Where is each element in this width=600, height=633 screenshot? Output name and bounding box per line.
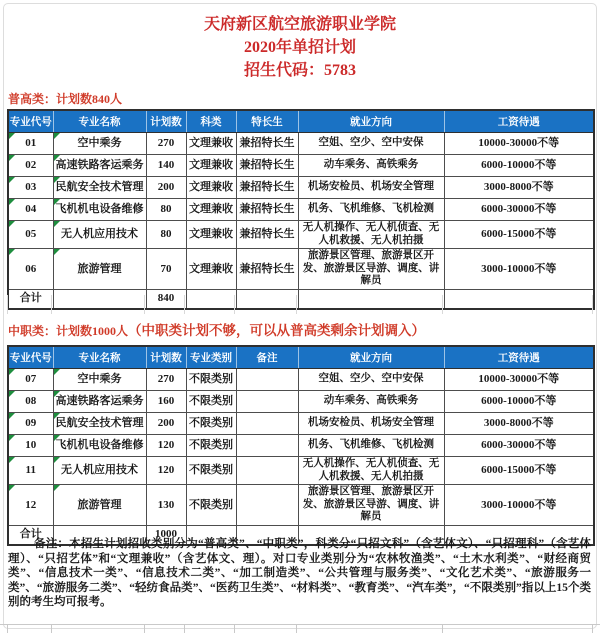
cell-col6: 3000-10000不等 <box>444 249 594 290</box>
cell-col6: 6000-10000不等 <box>444 155 594 177</box>
table-row <box>8 155 594 177</box>
cell-col1: 无人机应用技术 <box>53 457 146 485</box>
cell-col4 <box>236 369 298 391</box>
table-row <box>8 485 594 526</box>
cell-col3: 不限类别 <box>186 391 236 413</box>
excel-flag-icon <box>54 133 60 139</box>
cell-col4: 兼招特长生 <box>236 177 298 199</box>
cell-col5: 空姐、空少、空中安保 <box>298 133 444 155</box>
cell-col2: 80 <box>146 221 186 249</box>
cell-col6: 6000-15000不等 <box>444 457 594 485</box>
cell-col4 <box>236 485 298 526</box>
cell-col5: 空姐、空少、空中安保 <box>298 369 444 391</box>
cell-col0: 04 <box>8 199 53 221</box>
column-header: 计划数 <box>146 110 186 133</box>
college-title: 天府新区航空旅游职业学院 <box>0 13 600 36</box>
excel-flag-icon <box>9 133 15 139</box>
excel-flag-icon <box>54 457 60 463</box>
cell-col0: 01 <box>8 133 53 155</box>
plan-title: 2020年单招计划 <box>0 36 600 59</box>
cell-col1: 无人机应用技术 <box>53 221 146 249</box>
spreadsheet-gridline-row <box>7 295 593 314</box>
cell-col0: 10 <box>8 435 53 457</box>
vocational-category-table <box>7 345 595 546</box>
cell-col1: 高速铁路客运乘务 <box>53 391 146 413</box>
notes-paragraph: 备注：本招生计划招收类别分为“普高类”、“中职类”，科类分“只招文科”（含艺体文）、“只招理科”（含艺体理）、“只招艺体”和“文理兼收”（含艺体文、理）。对口专业类别分为“农林牧渔类”、“土木水利类”、“财经商贸类”、“信息技术一类”、“信息技术二类”、“加工制造类”、“公共管理与服务类”、“文化艺术类”、“旅游服务一类”、“旅游服务二类”、“轻纺食品类”、“医药卫生类”、“材料类”、“教育类”、“汽车类”，“不限类别”指以上15个类别的考生均可报考。 <box>8 537 591 610</box>
excel-flag-icon <box>9 391 15 397</box>
excel-flag-icon <box>9 155 15 161</box>
column-header: 专业类别 <box>186 346 236 369</box>
cell-col5: 机务、飞机维修、飞机检测 <box>298 435 444 457</box>
cell-col1: 飞机机电设备维修 <box>53 435 146 457</box>
table-row <box>8 435 594 457</box>
excel-flag-icon <box>9 249 15 255</box>
cell-col1: 空中乘务 <box>53 369 146 391</box>
column-header: 就业方向 <box>298 346 444 369</box>
excel-flag-icon <box>54 155 60 161</box>
cell-col3: 文理兼收 <box>186 155 236 177</box>
cell-col6: 10000-30000不等 <box>444 133 594 155</box>
cell-col5: 机场安检员、机场安全管理 <box>298 177 444 199</box>
total-value-cell: 1000 <box>146 525 186 545</box>
excel-flag-icon <box>9 199 15 205</box>
cell-col6: 6000-10000不等 <box>444 391 594 413</box>
excel-flag-icon <box>9 413 15 419</box>
table-row <box>8 177 594 199</box>
cell-col5: 机场安检员、机场安全管理 <box>298 413 444 435</box>
cell-col2: 160 <box>146 391 186 413</box>
cell-col2: 70 <box>146 249 186 290</box>
cell-col4: 兼招特长生 <box>236 133 298 155</box>
cell-col2: 120 <box>146 435 186 457</box>
column-header: 就业方向 <box>298 110 444 133</box>
cell-col0: 09 <box>8 413 53 435</box>
table-row <box>8 369 594 391</box>
cell-col3: 文理兼收 <box>186 249 236 290</box>
cell-col4 <box>236 457 298 485</box>
cell-col0: 12 <box>8 485 53 526</box>
excel-flag-icon <box>9 369 15 375</box>
cell-col1: 民航安全技术管理 <box>53 177 146 199</box>
total-value-cell: 840 <box>146 289 186 309</box>
cell-col4 <box>236 413 298 435</box>
excel-flag-icon <box>54 221 60 227</box>
cell-col6: 6000-15000不等 <box>444 221 594 249</box>
column-header: 专业名称 <box>53 110 146 133</box>
column-header: 专业名称 <box>53 346 146 369</box>
excel-flag-icon <box>54 199 60 205</box>
cell-col1: 飞机机电设备维修 <box>53 199 146 221</box>
cell-col5: 无人机操作、无人机侦查、无人机救援、无人机拍摄 <box>298 457 444 485</box>
column-header: 专业代号 <box>8 346 53 369</box>
enrollment-code: 招生代码：5783 <box>0 59 600 82</box>
cell-col6: 3000-10000不等 <box>444 485 594 526</box>
section2-label <box>8 319 425 339</box>
table-row <box>8 457 594 485</box>
cell-col3: 文理兼收 <box>186 133 236 155</box>
cell-col2: 140 <box>146 155 186 177</box>
table-row <box>8 391 594 413</box>
cell-col2: 200 <box>146 413 186 435</box>
cell-col2: 120 <box>146 457 186 485</box>
cell-col6: 3000-8000不等 <box>444 177 594 199</box>
cell-col3: 文理兼收 <box>186 177 236 199</box>
excel-flag-icon <box>9 435 15 441</box>
cell-col5: 旅游景区管理、旅游景区开发、旅游景区导游、调度、讲解员 <box>298 249 444 290</box>
section1-label: 普高类：计划数840人 <box>8 90 122 107</box>
section2-label-note: （中职类计划不够，可以从普高类剩余计划调入） <box>128 323 425 338</box>
cell-col1: 民航安全技术管理 <box>53 413 146 435</box>
cell-col2: 80 <box>146 199 186 221</box>
column-header: 科类 <box>186 110 236 133</box>
header-row <box>8 346 594 369</box>
excel-flag-icon <box>54 177 60 183</box>
excel-flag-icon <box>54 249 60 255</box>
column-header: 工资待遇 <box>444 110 594 133</box>
cell-col0: 02 <box>8 155 53 177</box>
total-label-cell: 合计 <box>8 289 53 309</box>
cell-col2: 270 <box>146 133 186 155</box>
document-header <box>0 13 600 82</box>
cell-col3: 不限类别 <box>186 457 236 485</box>
cell-col5: 动车乘务、高铁乘务 <box>298 391 444 413</box>
column-header: 专业代号 <box>8 110 53 133</box>
cell-col4: 兼招特长生 <box>236 249 298 290</box>
cell-col1: 空中乘务 <box>53 133 146 155</box>
excel-flag-icon <box>54 413 60 419</box>
table-row <box>8 221 594 249</box>
cell-col0: 06 <box>8 249 53 290</box>
cell-col2: 200 <box>146 177 186 199</box>
cell-col6: 6000-30000不等 <box>444 435 594 457</box>
excel-flag-icon <box>9 177 15 183</box>
cell-col6: 3000-8000不等 <box>444 413 594 435</box>
cell-col1: 旅游管理 <box>53 249 146 290</box>
cell-col3: 不限类别 <box>186 413 236 435</box>
excel-flag-icon <box>54 369 60 375</box>
cell-col6: 6000-30000不等 <box>444 199 594 221</box>
cell-col3: 文理兼收 <box>186 221 236 249</box>
excel-flag-icon <box>9 221 15 227</box>
table-row <box>8 199 594 221</box>
table-row <box>8 133 594 155</box>
cell-col5: 机务、飞机维修、飞机检测 <box>298 199 444 221</box>
excel-flag-icon <box>54 435 60 441</box>
cell-col4: 兼招特长生 <box>236 199 298 221</box>
cell-col1: 高速铁路客运乘务 <box>53 155 146 177</box>
cell-col2: 270 <box>146 369 186 391</box>
cell-col4: 兼招特长生 <box>236 155 298 177</box>
cell-col3: 不限类别 <box>186 435 236 457</box>
cell-col0: 08 <box>8 391 53 413</box>
excel-flag-icon <box>54 391 60 397</box>
header-row <box>8 110 594 133</box>
section2-label-main: 中职类：计划数1000人 <box>8 324 128 338</box>
column-header: 计划数 <box>146 346 186 369</box>
cell-col5: 动车乘务、高铁乘务 <box>298 155 444 177</box>
cell-col4: 兼招特长生 <box>236 221 298 249</box>
cell-col4 <box>236 435 298 457</box>
cell-col4 <box>236 391 298 413</box>
excel-flag-icon <box>54 485 60 491</box>
cell-col3: 文理兼收 <box>186 199 236 221</box>
cell-col0: 07 <box>8 369 53 391</box>
cell-col3: 不限类别 <box>186 369 236 391</box>
cell-col6: 10000-30000不等 <box>444 369 594 391</box>
excel-flag-icon <box>9 457 15 463</box>
cell-col3: 不限类别 <box>186 485 236 526</box>
cell-col0: 05 <box>8 221 53 249</box>
cell-col0: 11 <box>8 457 53 485</box>
total-label-cell: 合计 <box>8 525 53 545</box>
cell-col1: 旅游管理 <box>53 485 146 526</box>
cell-col5: 无人机操作、无人机侦查、无人机救援、无人机拍摄 <box>298 221 444 249</box>
cell-col2: 130 <box>146 485 186 526</box>
cell-col5: 旅游景区管理、旅游景区开发、旅游景区导游、调度、讲解员 <box>298 485 444 526</box>
column-header: 特长生 <box>236 110 298 133</box>
excel-flag-icon <box>9 485 15 491</box>
table-row <box>8 413 594 435</box>
column-header: 工资待遇 <box>444 346 594 369</box>
cell-col0: 03 <box>8 177 53 199</box>
table-row <box>8 249 594 290</box>
regular-category-table <box>7 109 595 310</box>
column-header: 备注 <box>236 346 298 369</box>
